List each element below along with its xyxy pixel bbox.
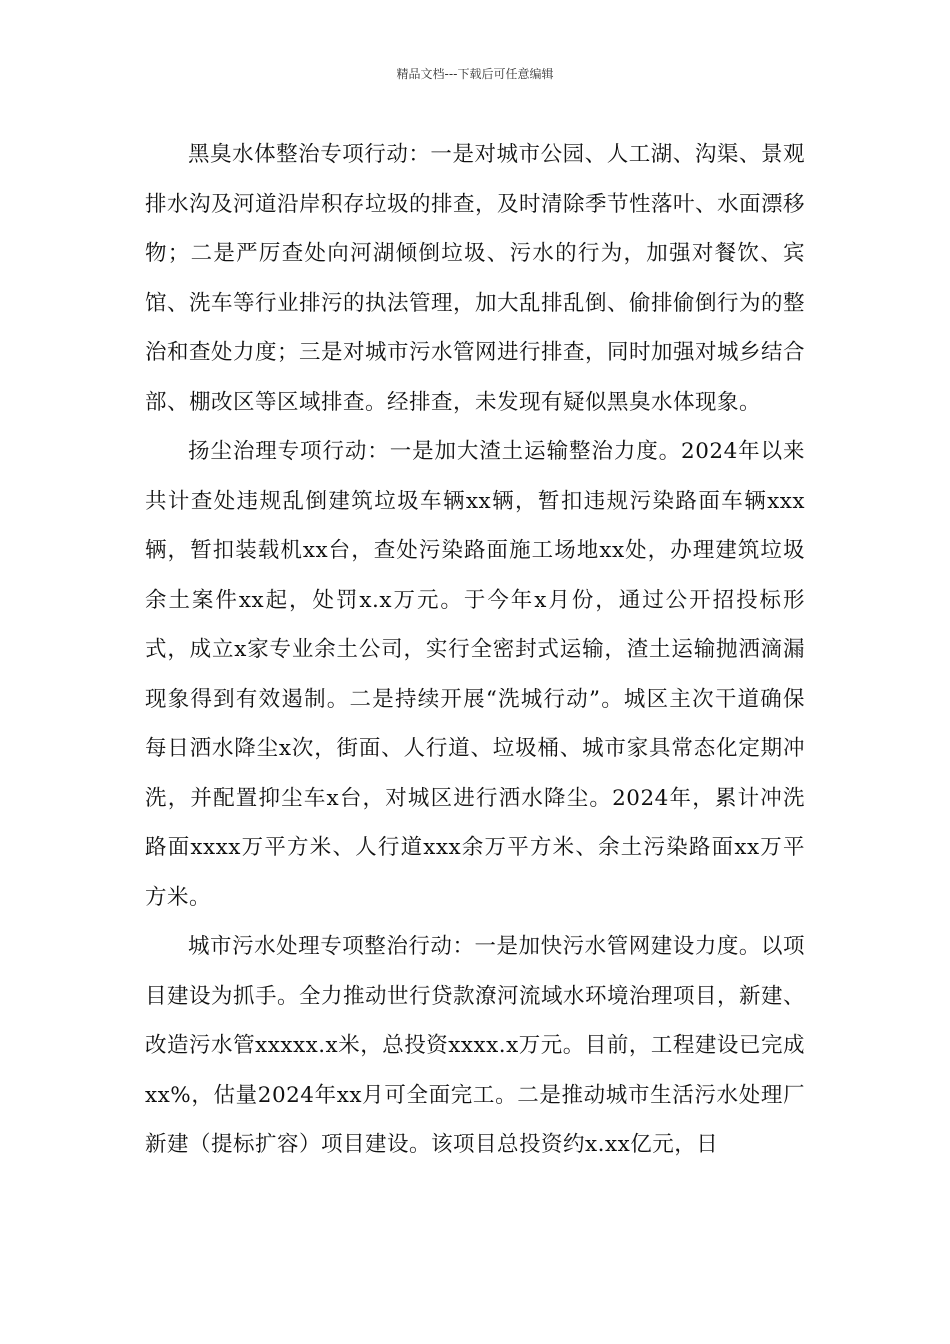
document-body bbox=[145, 130, 805, 1170]
paragraph-black-odorous-water: 黑臭水体整治专项行动：一是对城市公园、人工湖、沟渠、景观排水沟及河道沿岸积存垃圾的排查，及时清除季节性落叶、水面漂移物；二是严厉查处向河湖倾倒垃圾、污水的行为，加强对餐饮、宾馆、洗车等行业排污的执法管理，加大乱排乱倒、偷排偷倒行为的整治和查处力度；三是对城市污水管网进行排查，同时加强对城乡结合部、棚改区等区域排查。经排查，未发现有疑似黑臭水体现象。 bbox=[145, 142, 806, 415]
page-header: 精品文档---下载后可任意编辑 bbox=[396, 67, 554, 81]
paragraph-sewage-treatment: 城市污水处理专项整治行动：一是加快污水管网建设力度。以项目建设为抓手。全力推动世行贷款潦河流域水环境治理项目，新建、改造污水管xxxxx.x米，总投资xxxx.x万元。目前，工程建设已完成xx%，估量2024年xx月可全面完工。二是推动城市生活污水处理厂新建（提标扩容）项目建设。该项目总投资约x.xx亿元，日 bbox=[145, 934, 806, 1157]
paragraph-dust-control: 扬尘治理专项行动：一是加大渣土运输整治力度。2024年以来共计查处违规乱倒建筑垃圾车辆xx辆，暂扣违规污染路面车辆xxx辆，暂扣装载机xx台，查处污染路面施工场地xx处，办理建筑垃圾余土案件xx起，处罚x.x万元。于今年x月份，通过公开招投标形式，成立x家专业余土公司，实行全密封式运输，渣土运输抛洒滴漏现象得到有效遏制。二是持续开展“洗城行动”。城区主次干道确保每日洒水降尘x次，街面、人行道、垃圾桶、城市家具常态化定期冲洗，并配置抑尘车x台，对城区进行洒水降尘。2024年，累计冲洗路面xxxx万平方米、人行道xxx余万平方米、余土污染路面xx万平方米。 bbox=[145, 439, 805, 910]
